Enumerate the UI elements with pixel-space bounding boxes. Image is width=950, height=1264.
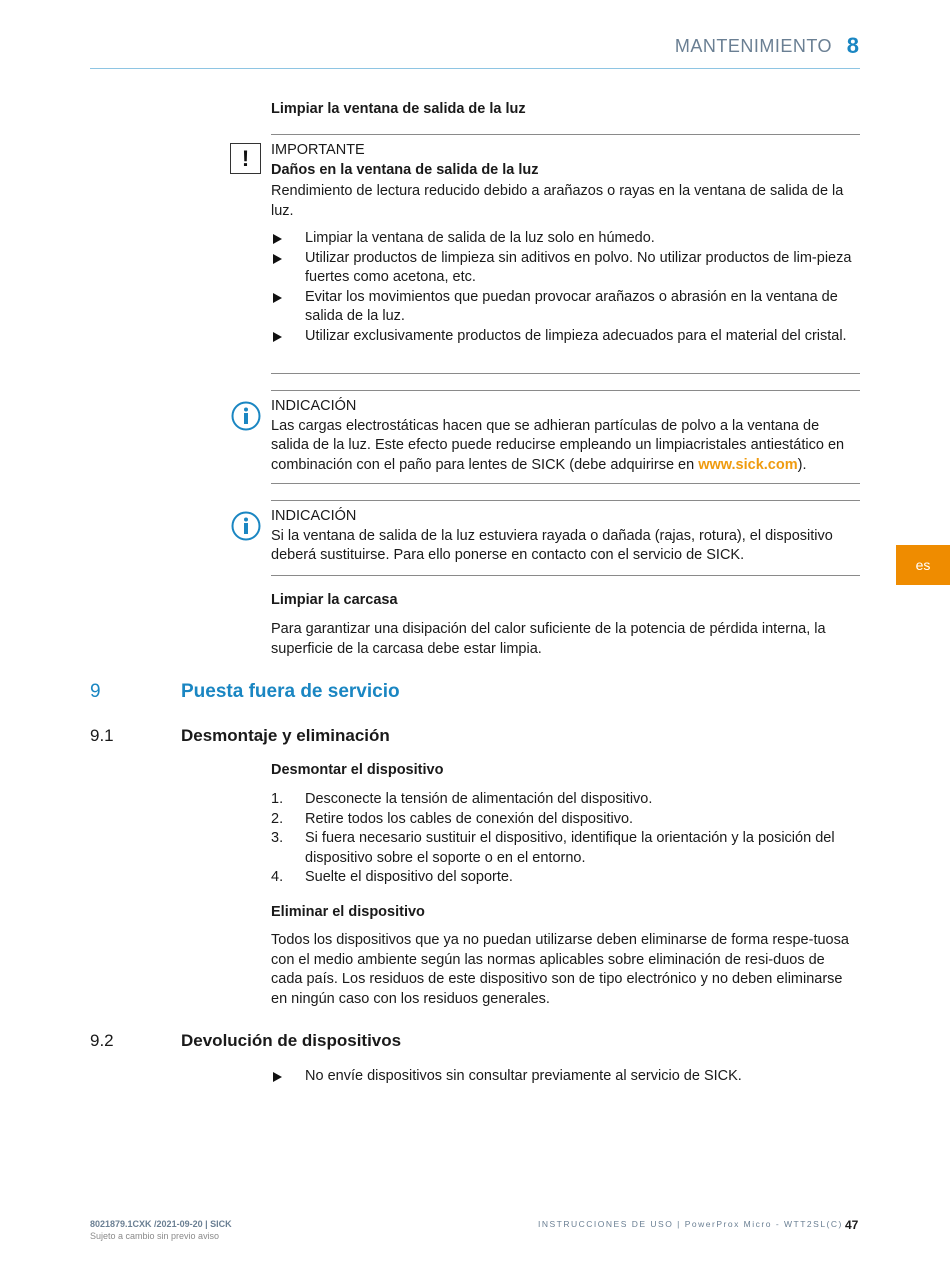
housing-text: Para garantizar una disipación del calor suficiente de la potencia de pérdida interna, la superficie de la carcasa debe estar limpia. bbox=[271, 621, 826, 657]
list-item: No envíe dispositivos sin consultar previamente al servicio de SICK. bbox=[271, 1067, 860, 1087]
note-label: INDICACIÓN bbox=[271, 508, 357, 524]
list-item: Limpiar la ventana de salida de la luz solo en húmedo. bbox=[271, 229, 860, 249]
bullet-triangle-icon bbox=[273, 293, 282, 303]
note-label: INDICACIÓN bbox=[271, 398, 357, 414]
running-header-title: MANTENIMIENTO bbox=[674, 36, 832, 56]
list-item: 4. Suelte el dispositivo del soporte. bbox=[271, 869, 513, 885]
subsection-title: Desmontaje y eliminación bbox=[181, 726, 390, 745]
divider bbox=[271, 483, 860, 484]
bullet-triangle-icon bbox=[273, 1072, 282, 1082]
important-label: IMPORTANTE bbox=[271, 142, 365, 158]
list-item: 3. Si fuera necesario sustituir el dispositivo, identifique la orientación y la posición del dispositivo sobre el soporte o en el entorno. bbox=[271, 830, 835, 866]
list-item: 1. Desconecte la tensión de alimentación del dispositivo. bbox=[271, 791, 653, 807]
language-tab: es bbox=[896, 545, 950, 585]
header-divider bbox=[90, 68, 860, 69]
note-block-1 bbox=[271, 397, 860, 475]
important-title: Daños en la ventana de salida de la luz bbox=[271, 161, 539, 178]
bullet-triangle-icon bbox=[273, 254, 282, 264]
footer-doc-title: INSTRUCCIONES DE USO | PowerProx Micro - WTT2SL(C) bbox=[538, 1219, 843, 1229]
subheading-clean-housing: Limpiar la carcasa bbox=[271, 592, 398, 608]
subsection-number: 9.2 bbox=[90, 1031, 114, 1050]
list-item: 2. Retire todos los cables de conexión del dispositivo. bbox=[271, 810, 634, 827]
bullet-triangle-icon bbox=[273, 332, 282, 342]
footer-notice: Sujeto a cambio sin previo aviso bbox=[90, 1231, 220, 1241]
divider bbox=[271, 500, 860, 501]
info-icon bbox=[231, 511, 261, 546]
note-block-2 bbox=[271, 507, 860, 566]
important-list bbox=[271, 229, 860, 346]
list-item: Evitar los movimientos que puedan provocar arañazos o abrasión en la ventana de salida de la luz. bbox=[271, 288, 860, 327]
list-item: Utilizar exclusivamente productos de limpieza adecuados para el material del cristal. bbox=[271, 327, 860, 347]
warning-icon: ! bbox=[230, 143, 261, 174]
info-icon bbox=[231, 401, 261, 436]
divider bbox=[271, 390, 860, 391]
dismount-steps bbox=[271, 790, 860, 888]
subheading-dismount: Desmontar el dispositivo bbox=[271, 762, 444, 778]
dispose-text: Todos los dispositivos que ya no puedan utilizarse deben eliminarse de forma respe-tuosa con el medio ambiente según las normas aplicables sobre eliminación de resi-duos de cada país. Los residuos de este dispositivo son de tipo electrónico y no deben eliminarse en ningún caso con los residuos generales. bbox=[271, 932, 849, 1007]
important-text: Rendimiento de lectura reducido debido a arañazos o rayas en la ventana de salida de la luz. bbox=[271, 183, 844, 219]
subheading-dispose: Eliminar el dispositivo bbox=[271, 904, 425, 920]
sick-website-link[interactable]: www.sick.com bbox=[698, 456, 798, 473]
page-number: 47 bbox=[845, 1218, 859, 1232]
note-text: Las cargas electrostáticas hacen que se adhieran partículas de polvo a la ventana de salida de la luz. Este efecto puede reducirse empleando un limpiacristales antiestático en combinación con el paño para lentes de SICK (debe adquirirse en www.sick.com). bbox=[271, 417, 845, 473]
divider bbox=[271, 575, 860, 576]
subheading-clean-window: Limpiar la ventana de salida de la luz bbox=[271, 101, 526, 117]
running-header-number: 8 bbox=[846, 33, 859, 58]
divider bbox=[271, 373, 860, 374]
important-block bbox=[271, 141, 860, 346]
footer-doc-id: 8021879.1CXK /2021-09-20 | SICK bbox=[90, 1219, 232, 1229]
section-number: 9 bbox=[90, 681, 101, 702]
note-text: Si la ventana de salida de la luz estuviera rayada o dañada (rajas, rotura), el dispositivo deberá sustituirse. Para ello ponerse en contacto con el servicio de SICK. bbox=[271, 527, 833, 563]
section-title: Puesta fuera de servicio bbox=[181, 681, 400, 702]
divider bbox=[271, 134, 860, 135]
subsection-title: Devolución de dispositivos bbox=[181, 1031, 402, 1050]
bullet-triangle-icon bbox=[273, 234, 282, 244]
list-item: Utilizar productos de limpieza sin aditivos en polvo. No utilizar productos de lim-pieza fuertes como acetona, etc. bbox=[271, 249, 860, 288]
return-list bbox=[271, 1067, 860, 1087]
subsection-number: 9.1 bbox=[90, 726, 114, 745]
